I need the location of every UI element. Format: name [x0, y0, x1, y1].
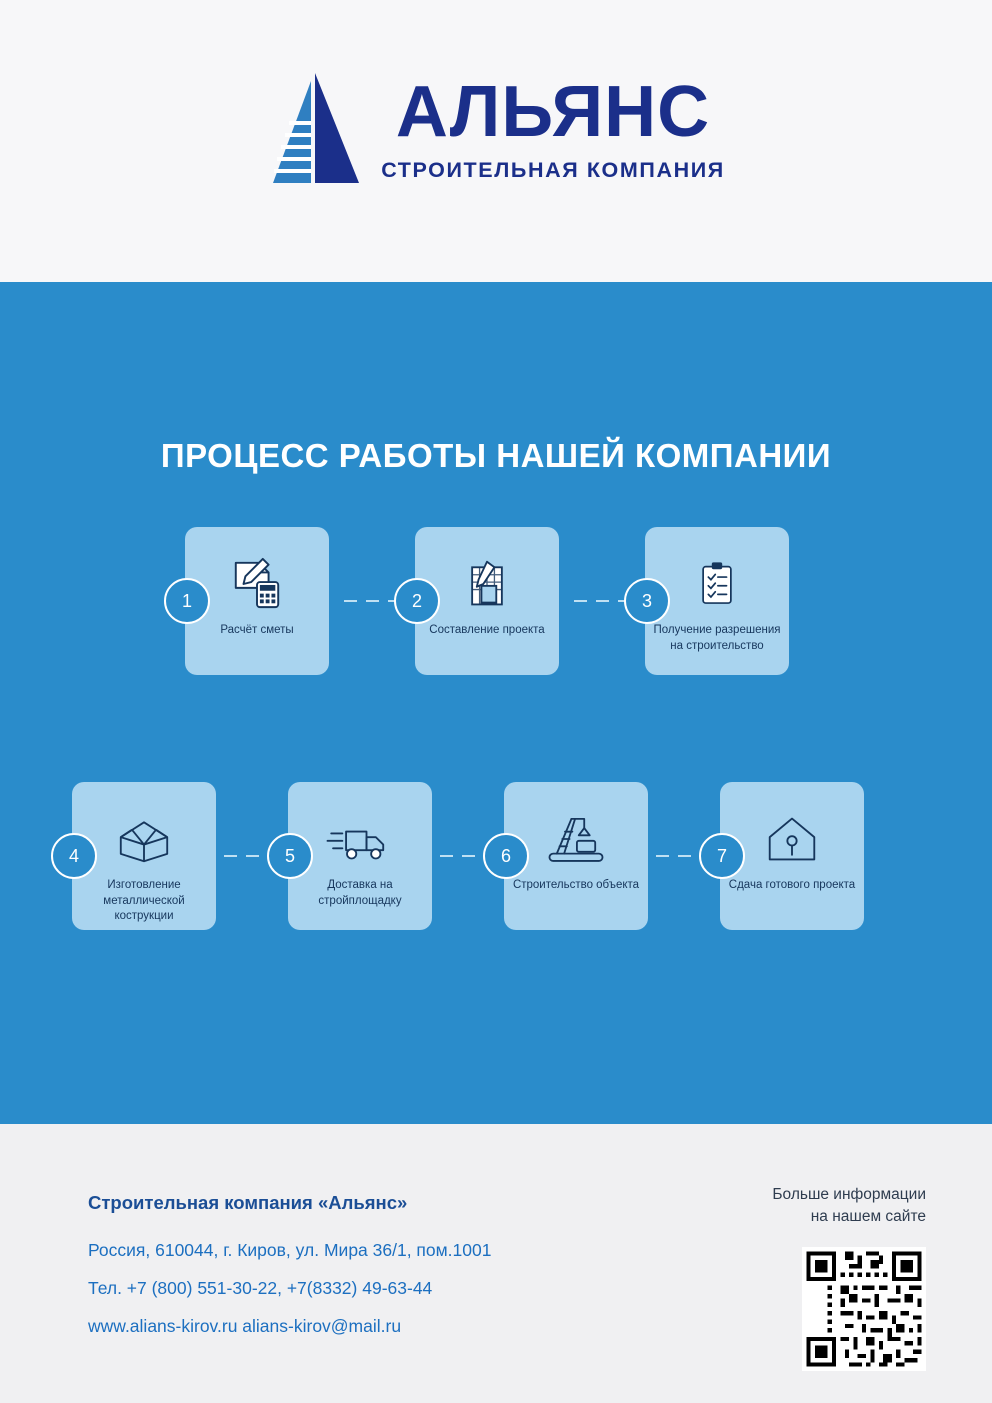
- step-number-badge: 4: [51, 833, 97, 879]
- house-key-icon: [764, 808, 820, 870]
- metal-frame-house-icon: [111, 808, 177, 870]
- footer-address: Россия, 610044, г. Киров, ул. Мира 36/1, пом.1001: [88, 1240, 492, 1260]
- crane-excavator-icon: [544, 808, 608, 870]
- process-step-1: [181, 527, 329, 675]
- process-row-bottom: [68, 782, 864, 930]
- footer-company-name: Строительная компания «Альянс»: [88, 1192, 408, 1213]
- process-section: [0, 282, 992, 1124]
- step-number-badge: 7: [699, 833, 745, 879]
- step-label: Строительство объекта: [512, 879, 640, 891]
- process-step-4: [68, 782, 216, 930]
- qr-note-line-1: Больше информации: [772, 1186, 926, 1203]
- step-label: Сдача готового проекта: [728, 879, 856, 891]
- delivery-truck-icon: [325, 808, 395, 870]
- logo-text: [381, 71, 725, 183]
- process-step-7: [716, 782, 864, 930]
- logo: [267, 71, 725, 187]
- step-number-badge: 2: [394, 578, 440, 624]
- footer-qr-block: [746, 1184, 926, 1371]
- step-number-badge: 6: [483, 833, 529, 879]
- process-step-2: [411, 527, 559, 675]
- footer-contacts: [88, 1192, 491, 1354]
- estimate-calculator-icon: [228, 553, 286, 615]
- step-label: Изготовление металлической кострукции: [103, 879, 185, 923]
- pyramid-logo-icon: [267, 71, 363, 187]
- footer-web[interactable]: www.alians-kirov.ru alians-kirov@mail.ru: [88, 1316, 402, 1336]
- process-step-6: [500, 782, 648, 930]
- process-step-5: [284, 782, 432, 930]
- step-label: Расчёт сметы: [220, 624, 294, 636]
- blueprint-pen-icon: [459, 553, 515, 615]
- step-label: Доставка на стройплощадку: [318, 879, 402, 907]
- logo-title: АЛЬЯНС: [395, 71, 711, 152]
- header: [0, 0, 992, 282]
- logo-subtitle: СТРОИТЕЛЬНАЯ КОМПАНИЯ: [381, 157, 725, 182]
- process-step-3: [641, 527, 789, 675]
- step-number-badge: 5: [267, 833, 313, 879]
- step-number-badge: 1: [164, 578, 210, 624]
- process-row-top: [181, 527, 789, 675]
- section-title: ПРОЦЕСС РАБОТЫ НАШЕЙ КОМПАНИИ: [160, 437, 832, 474]
- qr-code-icon[interactable]: [802, 1247, 926, 1371]
- clipboard-checklist-icon: [691, 553, 743, 615]
- step-label: Составление проекта: [429, 624, 545, 636]
- footer-phones: Тел. +7 (800) 551-30-22, +7(8332) 49-63-44: [88, 1278, 433, 1298]
- step-label: Получение разрешения на строительство: [653, 624, 781, 652]
- qr-note-line-2: на нашем сайте: [810, 1208, 926, 1226]
- step-number-badge: 3: [624, 578, 670, 624]
- footer: [0, 1124, 992, 1403]
